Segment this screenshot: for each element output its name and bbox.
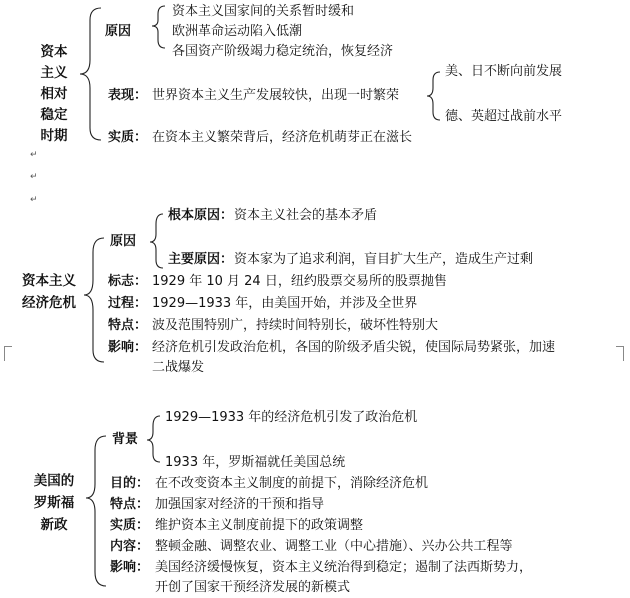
s2-root-label: 根本原因： (168, 208, 234, 223)
s1-manifest-sub: 德、英超过战前水平 (445, 109, 563, 124)
s2-root-text: 资本主义社会的基本矛盾 (234, 208, 378, 223)
s1-cause-item: 资本主义国家间的关系暂时缓和 (172, 4, 355, 19)
brace-s2-cause (150, 214, 163, 268)
s1-essence-text: 在资本主义繁荣背后，经济危机萌芽正在滋长 (152, 130, 413, 145)
section3-title (24, 470, 84, 536)
section1-title-line: 主义 (40, 65, 68, 81)
s3-feature-text: 加强国家对经济的干预和指导 (155, 497, 325, 512)
s3-feature-label: 特点： (110, 497, 150, 512)
s1-manifest-label: 表现： (108, 88, 148, 103)
section3-title-line: 罗斯福 (33, 495, 75, 511)
section2-title-line: 资本主义 (22, 273, 76, 289)
s3-purpose-text: 在不改变资本主义制度的前提下，消除经济危机 (155, 476, 429, 491)
s3-bg-item: 1933 年，罗斯福就任美国总统 (165, 455, 346, 470)
s2-main-text: 资本家为了追求利润，盲目扩大生产，造成生产过剩 (234, 252, 534, 267)
paragraph-mark: ↵ (30, 172, 38, 182)
s2-impact-line: 经济危机引发政治危机，各国的阶级矛盾尖锐，使国际局势紧张，加速 (152, 340, 556, 355)
s1-manifest-sub: 美、日不断向前发展 (445, 64, 563, 79)
s3-purpose-label: 目的： (110, 476, 150, 491)
paragraph-mark: ↵ (30, 195, 38, 205)
section1-title-line: 相对 (40, 86, 68, 102)
s2-main-label: 主要原因： (168, 252, 234, 267)
s3-impact-line: 美国经济缓慢恢复，资本主义统治得到稳定；遏制了法西斯势力， (155, 560, 533, 575)
s1-cause-item: 欧洲革命运动陷入低潮 (172, 24, 303, 39)
s2-process-label: 过程： (108, 296, 148, 311)
section3-title-line: 美国的 (33, 473, 75, 489)
brace-s1-cause (152, 6, 165, 48)
s2-impact-label: 影响： (108, 340, 148, 355)
s1-cause-item: 各国资产阶级竭力稳定统治，恢复经济 (172, 44, 394, 59)
s2-feature-text: 波及范围特别广，持续时间特别长，破坏性特别大 (152, 318, 439, 333)
s3-impact-label: 影响： (110, 560, 150, 575)
s3-bg-item: 1929—1933 年的经济危机引发了政治危机 (165, 410, 418, 425)
section1-title-line: 稳定 (40, 107, 68, 123)
s2-cause-label: 原因 (110, 234, 137, 249)
s2-sign-label: 标志： (108, 274, 148, 289)
section1-title-line: 资本 (40, 44, 68, 60)
section2-title-line: 经济危机 (22, 295, 76, 311)
margin-corner-mark (4, 346, 12, 361)
s3-content-label: 内容： (110, 539, 150, 554)
s2-process-text: 1929—1933 年，由美国开始，并涉及全世界 (152, 296, 418, 311)
paragraph-mark: ↵ (30, 150, 38, 160)
s1-essence-label: 实质： (108, 130, 148, 145)
s3-essence-label: 实质： (110, 518, 150, 533)
s1-cause-label: 原因 (105, 24, 132, 39)
s2-impact-line: 二战爆发 (152, 360, 205, 375)
brace-s2-main (84, 238, 104, 362)
s2-sign-text: 1929 年 10 月 24 日，纽约股票交易所的股票抛售 (152, 274, 447, 289)
section1-title (34, 42, 74, 147)
margin-corner-mark (616, 346, 624, 361)
brace-s1-manifest (427, 72, 440, 120)
s1-manifest-text: 世界资本主义生产发展较快，出现一时繁荣 (152, 88, 400, 103)
s3-essence-text: 维护资本主义制度前提下的政策调整 (155, 518, 364, 533)
brace-s3-main (86, 436, 106, 586)
section3-title-line: 新政 (40, 517, 68, 533)
s2-feature-label: 特点： (108, 318, 148, 333)
brace-s3-bg (147, 416, 160, 462)
s3-impact-line: 开创了国家干预经济发展的新模式 (155, 580, 351, 595)
s3-bg-label: 背景 (112, 432, 139, 447)
section2-title (14, 270, 84, 314)
brace-s1-main (80, 8, 101, 140)
section1-title-line: 时期 (40, 128, 68, 144)
s3-content-text: 整顿金融、调整农业、调整工业（中心措施）、兴办公共工程等 (155, 539, 513, 554)
